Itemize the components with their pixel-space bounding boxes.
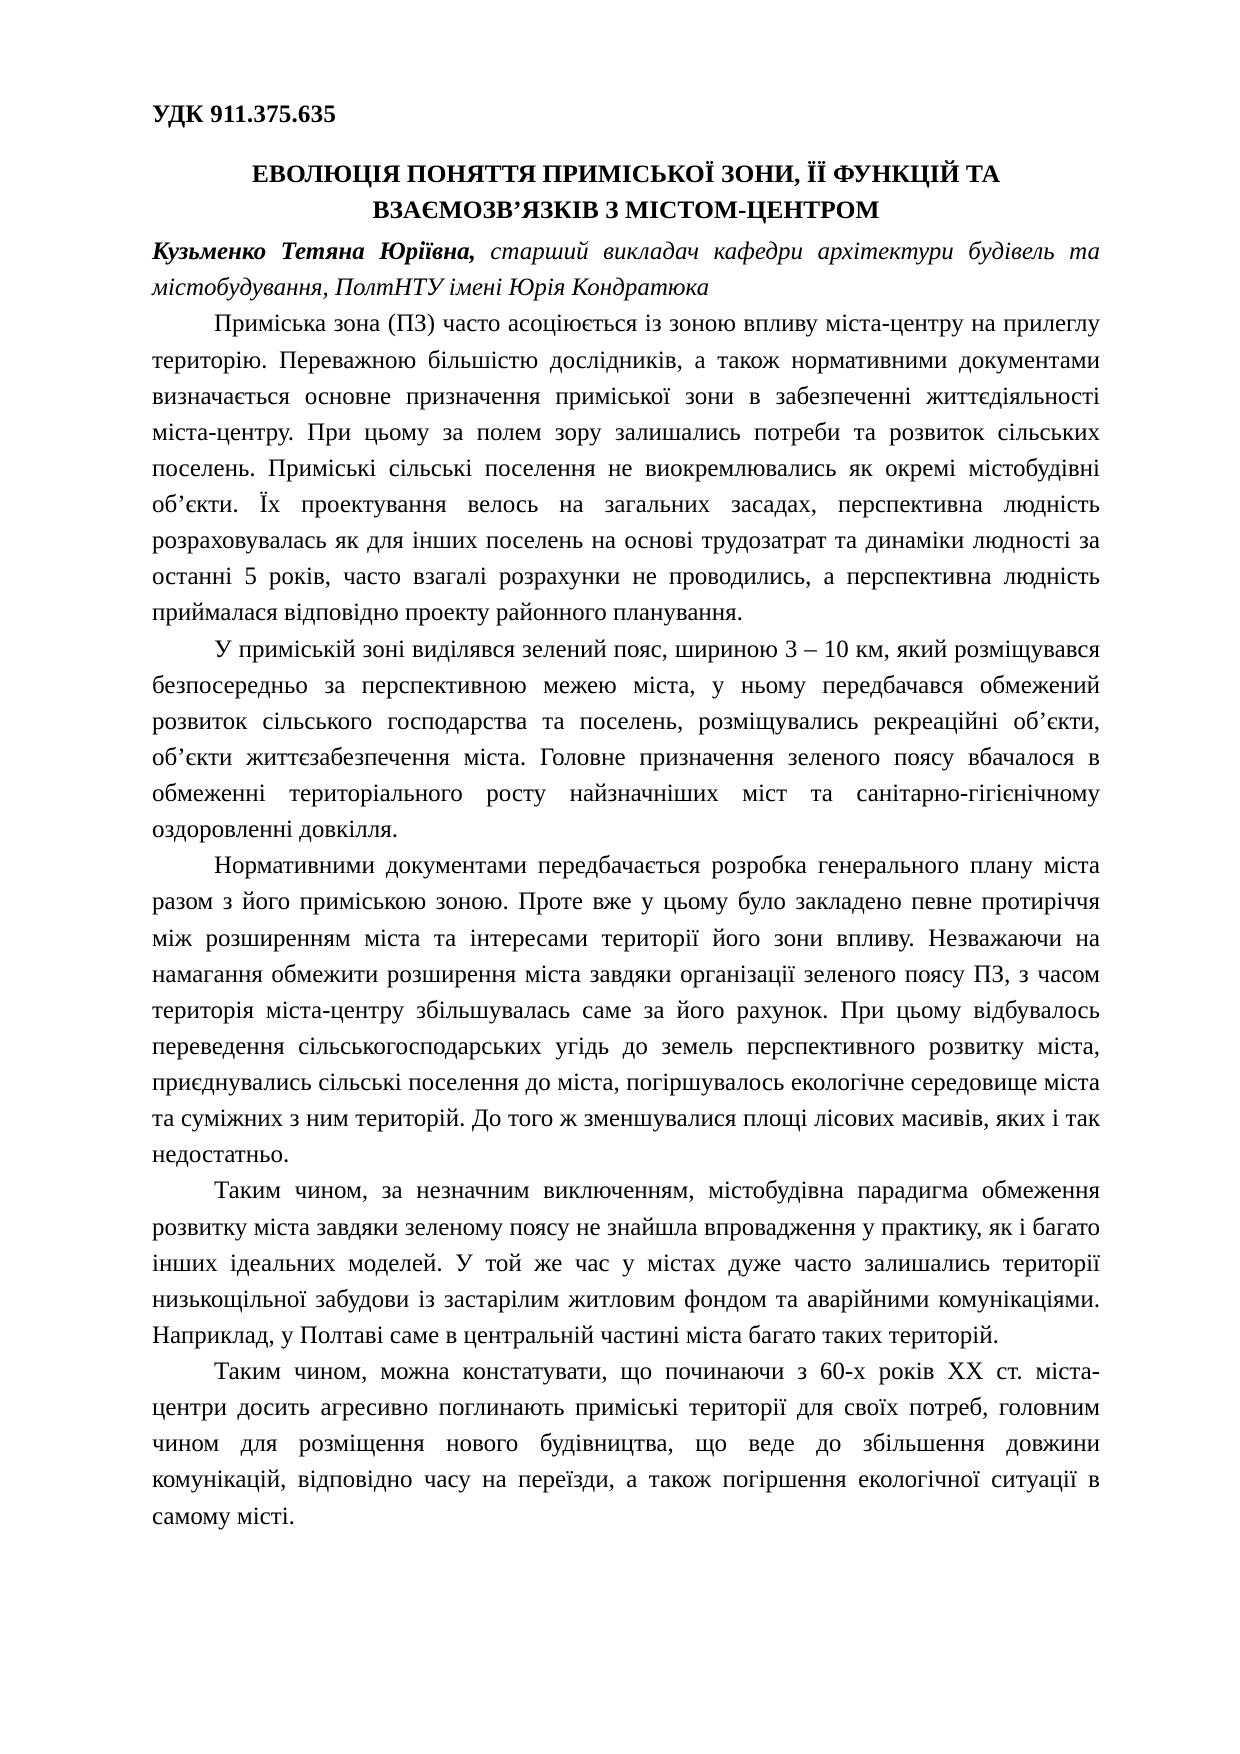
body-paragraph-5: Таким чином, можна констатувати, що починаючи з 60-х років XX ст. міста-центри досить агресивно поглинають приміські території для своїх потреб, головним чином для розміщення нового будівництва, що веде до збільшення довжини комунікацій, відповідно часу на переїзди, а також погіршення екологічної ситуації в самому місті. [152, 1358, 1100, 1530]
body-paragraph-1: Приміська зона (ПЗ) часто асоціюється із зоною впливу міста-центру на прилеглу територію. Переважною більшістю дослідників, а також нормативними документами визначається основне призначення приміської зони в забезпеченні життєдіяльності міста-центру. При цьому за полем зору залишались потреби та розвиток сільських поселень. Приміські сільські поселення не виокремлювались як окремі містобудівні об’єкти. Їх проектування велось на загальних засадах, перспективна людність розраховувалась як для інших поселень на основі трудозатрат та динаміки людності за останні 5 років, часто взагалі розрахунки не проводились, а перспективна людність приймалася відповідно проекту районного планування. [152, 310, 1100, 627]
author-affiliation: старший викладач кафедри архітектури будівель та містобудування, ПолтНТУ імені Юрія Кондратюка [152, 238, 1100, 302]
body-paragraph-4: Таким чином, за незначним виключенням, містобудівна парадигма обмеження розвитку міста завдяки зеленому поясу не знайшла впровадження у практику, як і багато інших ідеальних моделей. У той же час у містах дуже часто залишались території низькощільної забудови із застарілим житловим фондом та аварійними комунікаціями. Наприклад, у Полтаві саме в центральній частині міста багато таких територій. [152, 1177, 1100, 1349]
page-title [152, 156, 1100, 228]
udk-code: УДК 911.375.635 [152, 101, 337, 128]
title-line-2: ВЗАЄМОЗВ’ЯЗКІВ З МІСТОМ-ЦЕНТРОМ [372, 195, 880, 225]
body-paragraph-2: У приміській зоні виділявся зелений пояс, шириною 3 – 10 км, який розміщувався безпосередньо за перспективною межею міста, у ньому передбачався обмежений розвиток сільського господарства та поселень, розміщувались рекреаційні об’єкти, об’єкти життєзабезпечення міста. Головне призначення зеленого поясу вбачалося в обмеженні територіального росту найзначніших міст та санітарно-гігієнічному оздоровленні довкілля. [152, 635, 1100, 844]
author-block [152, 234, 1100, 306]
body-paragraph-3: Нормативними документами передбачається розробка генерального плану міста разом з його приміською зоною. Проте вже у цьому було закладено певне протиріччя між розширенням міста та інтересами території його зони впливу. Незважаючи на намагання обмежити розширення міста завдяки організації зеленого поясу ПЗ, з часом територія міста-центру збільшувалась саме за його рахунок. При цьому відбувалось переведення сільськогосподарських угідь до земель перспективного розвитку міста, приєднувались сільські поселення до міста, погіршувалось екологічне середовище міста та суміжних з ним територій. До того ж зменшувалися площі лісових масивів, яких і так недостатньо. [152, 852, 1100, 1169]
title-line-1: ЕВОЛЮЦІЯ ПОНЯТТЯ ПРИМІСЬКОЇ ЗОНИ, ЇЇ ФУНКЦІЙ ТА [251, 159, 1001, 188]
author-name: Кузьменко Тетяна Юріївна, [152, 238, 476, 266]
